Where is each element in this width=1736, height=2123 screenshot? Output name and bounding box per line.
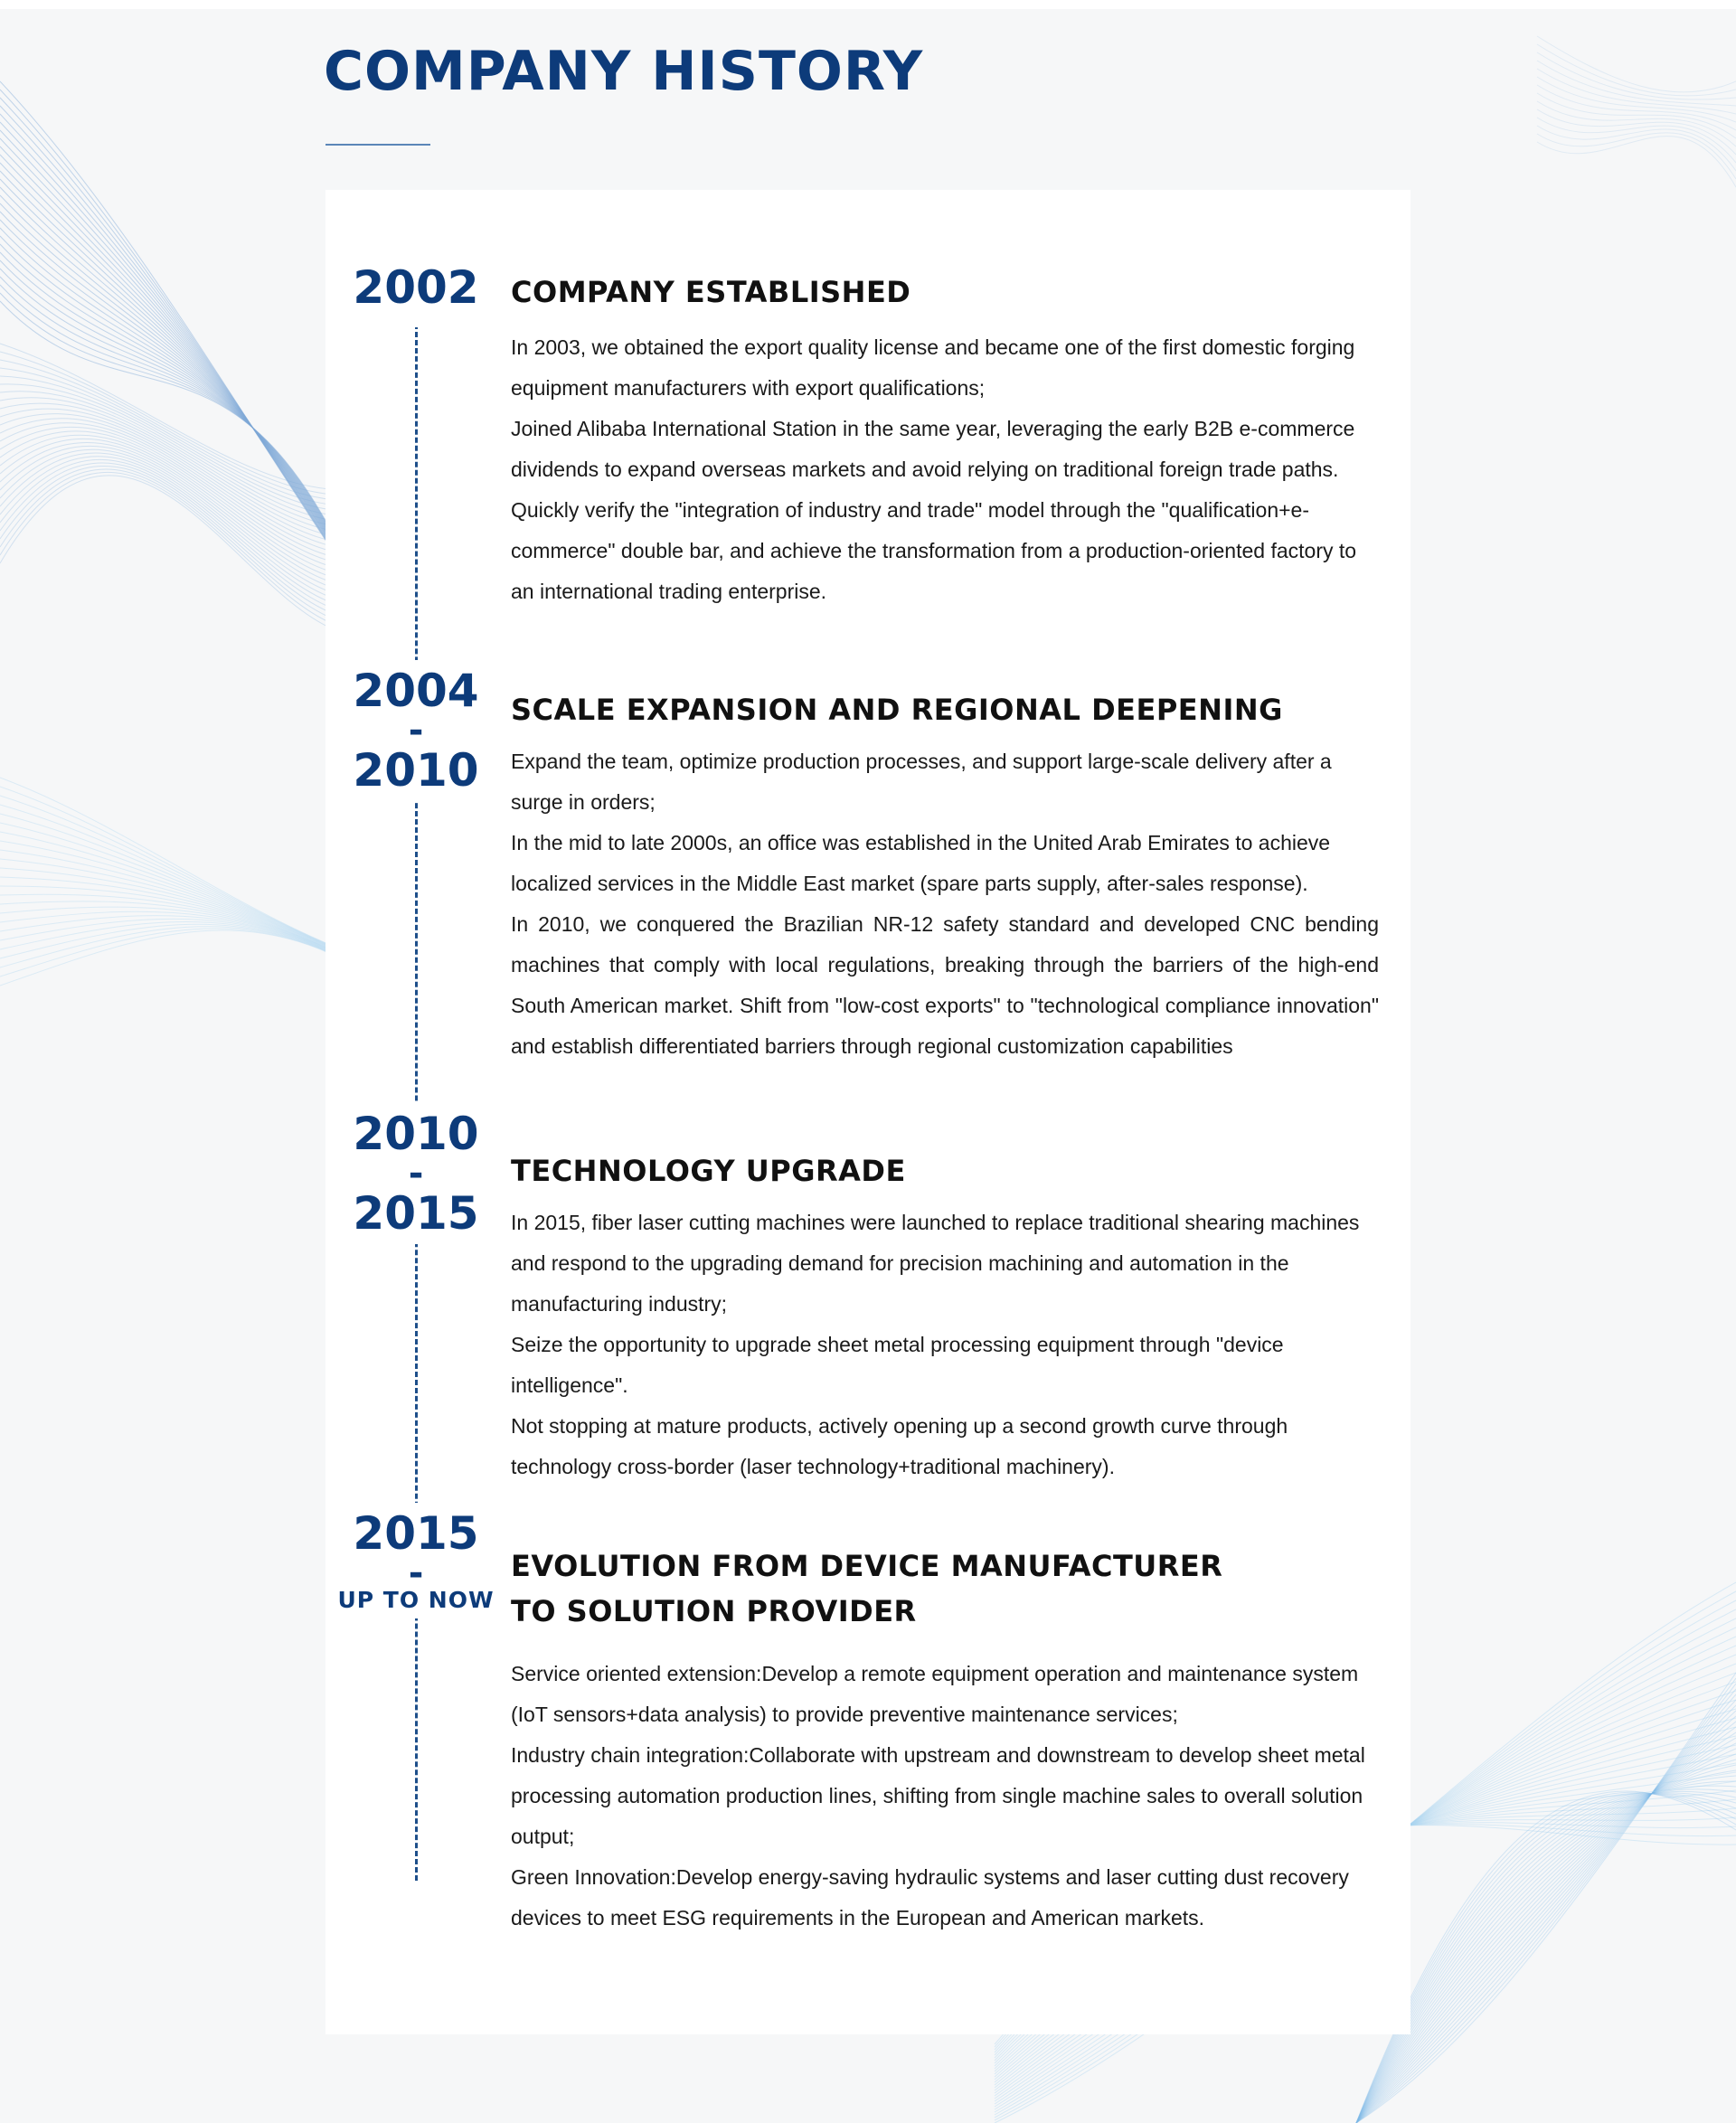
heading-line: EVOLUTION FROM DEVICE MANUFACTURER bbox=[511, 1549, 1223, 1583]
timeline-year-2010-2015 bbox=[326, 1103, 506, 1244]
page-title: COMPANY HISTORY bbox=[324, 40, 924, 103]
entry-paragraph: In 2015, fiber laser cutting machines were launched to replace traditional shearing machines and respond to the upgrading demand for precision machining and automation in the manufacturing industry; bbox=[511, 1211, 1360, 1316]
entry-paragraph: Industry chain integration:Collaborate with upstream and downstream to develop sheet metal processing automation production lines, shifting from single machine sales to overall solution output; bbox=[511, 1743, 1365, 1848]
timeline-entry-technology-upgrade bbox=[511, 1148, 1379, 1487]
year-start: 2004 bbox=[353, 665, 479, 717]
year-range-dash: - bbox=[408, 1153, 424, 1194]
year-end: 2010 bbox=[353, 744, 479, 797]
entry-paragraph: Not stopping at mature products, actively opening up a second growth curve through technology cross-border (laser technology+traditional machinery). bbox=[511, 1414, 1288, 1478]
entry-paragraph: Green Innovation:Develop energy-saving hydraulic systems and laser cutting dust recovery devices to meet ESG requirements in the European and American markets. bbox=[511, 1865, 1349, 1930]
heading-line: TO SOLUTION PROVIDER bbox=[511, 1594, 917, 1628]
timeline-dashed-line bbox=[415, 324, 418, 1881]
timeline-entry-scale-expansion bbox=[511, 687, 1379, 1067]
year-start: 2010 bbox=[353, 1108, 479, 1160]
entry-paragraph: Quickly verify the "integration of industry and trade" model through the "qualification+e-commerce" double bar, and achieve the transformation from a production-oriented factory to an international trading enterprise. bbox=[511, 498, 1357, 603]
heading-line: SCALE EXPANSION AND REGIONAL DEEPENING bbox=[511, 693, 1283, 727]
entry-paragraph: Joined Alibaba International Station in the same year, leveraging the early B2B e-commerce dividends to expand overseas markets and avoid relying on traditional foreign trade paths. bbox=[511, 417, 1355, 481]
timeline-entry-company-established bbox=[511, 269, 1379, 612]
heading-line: TECHNOLOGY UPGRADE bbox=[511, 1154, 906, 1188]
timeline-entry-solution-provider bbox=[511, 1543, 1379, 1939]
entry-heading bbox=[511, 1148, 1379, 1194]
year-start: 2002 bbox=[353, 261, 479, 314]
timeline-year-2002 bbox=[326, 248, 506, 327]
timeline-card bbox=[326, 190, 1410, 2034]
heading-line: COMPANY ESTABLISHED bbox=[511, 275, 911, 309]
entry-paragraph: In 2003, we obtained the export quality license and became one of the first domestic forging equipment manufacturers with export qualifications; bbox=[511, 335, 1355, 400]
entry-paragraph: Service oriented extension:Develop a remote equipment operation and maintenance system (IoT sensors+data analysis) to provide preventive maintenance services; bbox=[511, 1662, 1359, 1726]
top-strip bbox=[0, 0, 1736, 9]
year-end: 2015 bbox=[353, 1187, 479, 1240]
entry-heading bbox=[511, 687, 1379, 732]
year-range-dash: - bbox=[408, 710, 424, 751]
timeline-year-2015-now bbox=[326, 1503, 506, 1618]
year-note: UP TO NOW bbox=[337, 1587, 495, 1613]
timeline-year-2004-2010 bbox=[326, 660, 506, 801]
entry-paragraph: Expand the team, optimize production processes, and support large-scale delivery after a surge in orders; bbox=[511, 750, 1332, 814]
entry-heading bbox=[511, 269, 1379, 315]
entry-paragraph: In the mid to late 2000s, an office was established in the United Arab Emirates to achieve localized services in the Middle East market (spare parts supply, after-sales response). bbox=[511, 831, 1331, 895]
entry-paragraph: Seize the opportunity to upgrade sheet metal processing equipment through "device intelligence". bbox=[511, 1333, 1284, 1397]
title-underline bbox=[326, 144, 430, 146]
entry-heading bbox=[511, 1543, 1379, 1634]
entry-paragraph: In 2010, we conquered the Brazilian NR-12 safety standard and developed CNC bending machines that comply with local regulations, breaking through the barriers of the high-end South American market. Shift from "low-cost exports" to "technological compliance innovation" and establish differentiated barriers through regional customization capabilities bbox=[511, 912, 1379, 1058]
year-range-dash: - bbox=[408, 1552, 424, 1594]
year-start: 2015 bbox=[353, 1507, 479, 1560]
